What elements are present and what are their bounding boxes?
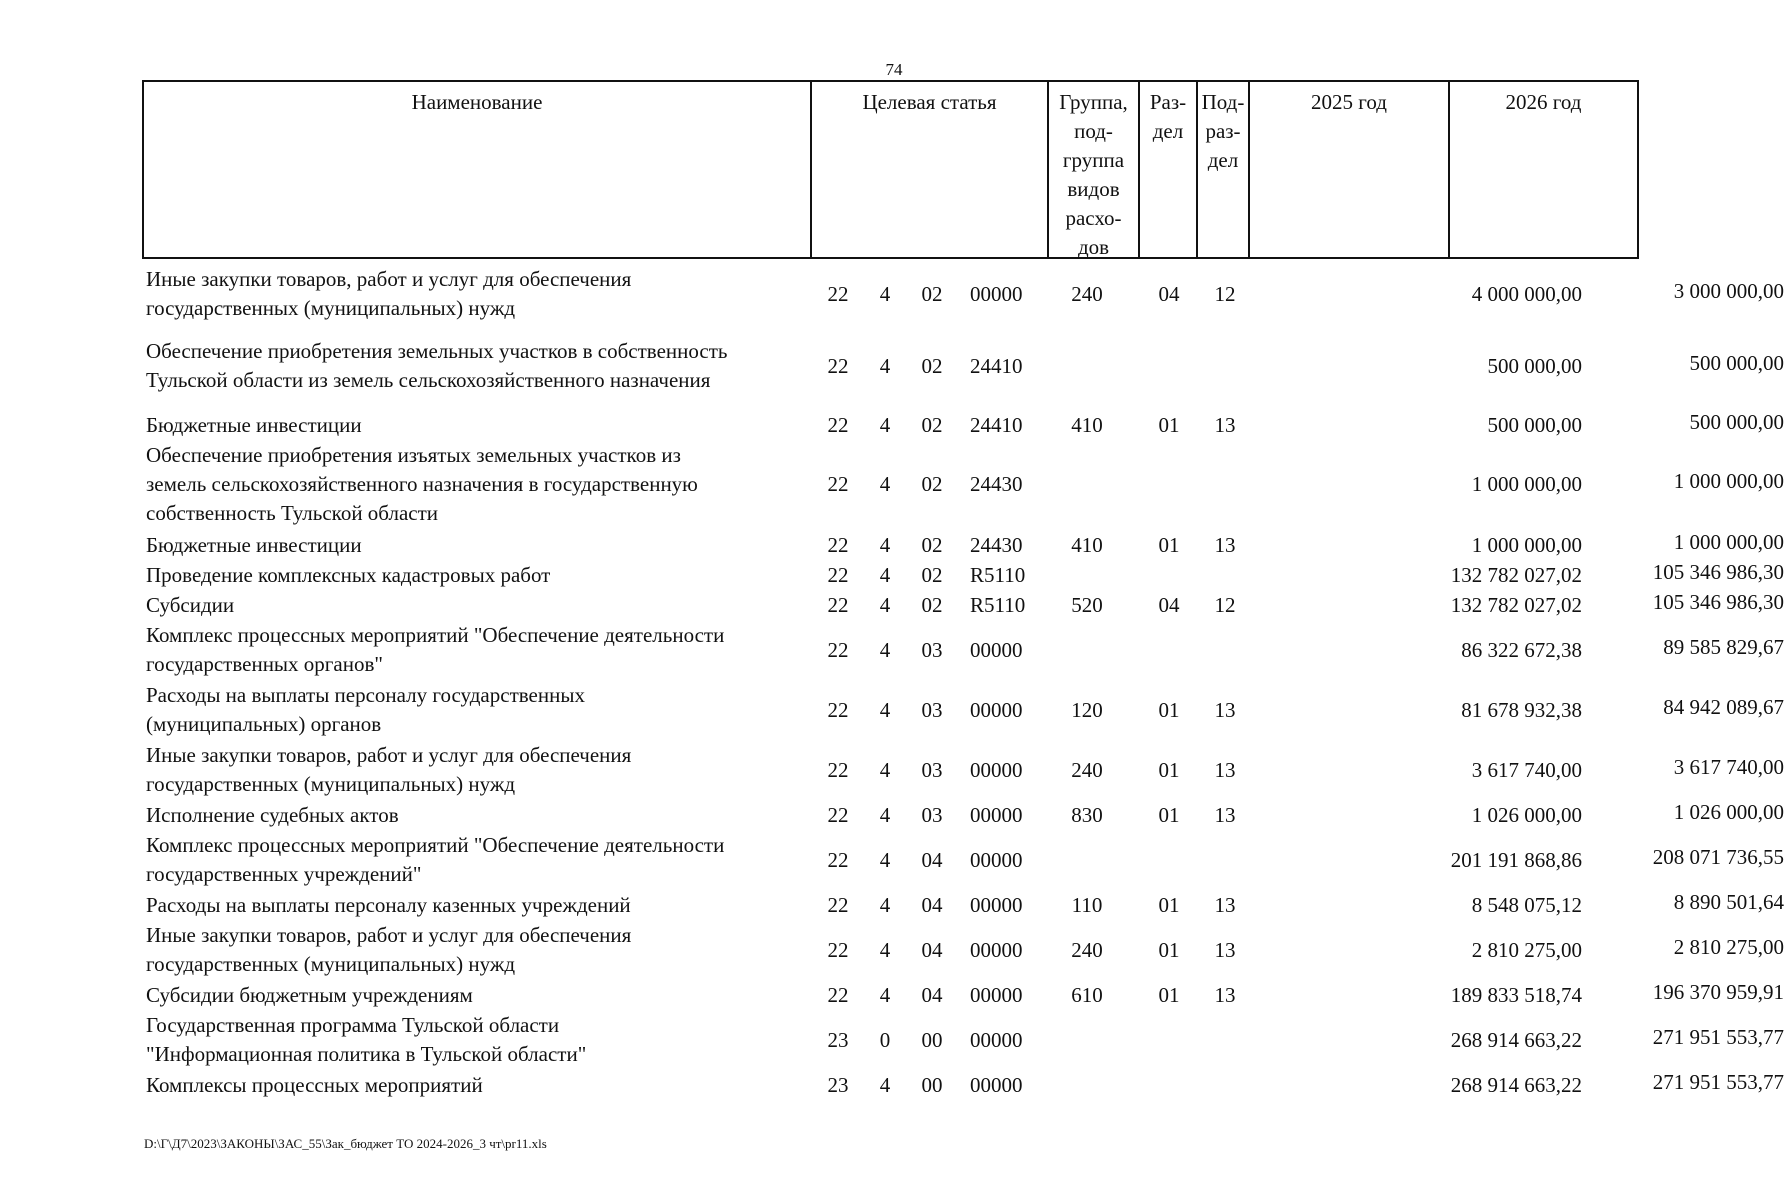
header-2025: 2025 год [1250, 82, 1450, 257]
header-podrazdel-line: Под- [1201, 90, 1245, 114]
subsection-code: 13 [1214, 532, 1236, 557]
target-code-type: 4 [879, 892, 891, 917]
amount-2025: 81 678 932,38 [1461, 697, 1582, 722]
target-code-type: 4 [879, 847, 891, 872]
target-code-direction: 00000 [970, 637, 1023, 662]
expense-group: 520 [1071, 592, 1103, 617]
table-row [142, 334, 1784, 398]
target-code-type: 4 [879, 697, 891, 722]
row-name [146, 890, 806, 920]
target-code-direction: 00000 [970, 892, 1023, 917]
target-code-section: 03 [921, 637, 943, 662]
row-name [146, 440, 806, 528]
target-code-direction: R5110 [970, 592, 1026, 617]
amount-2025: 132 782 027,02 [1450, 562, 1582, 587]
header-2026: 2026 год [1505, 90, 1582, 114]
subsection-code: 12 [1214, 592, 1236, 617]
header-podrazdel [1198, 82, 1250, 257]
row-name-line: Субсидии [146, 592, 235, 617]
target-code-type: 4 [879, 412, 891, 437]
target-code-program: 22 [827, 697, 849, 722]
page-number: 74 [885, 60, 903, 79]
target-code-program: 22 [827, 637, 849, 662]
amount-2026: 208 071 736,55 [1652, 844, 1784, 869]
amount-2026: 500 000,00 [1689, 350, 1784, 375]
amount-2025: 268 914 663,22 [1450, 1027, 1582, 1052]
amount-2025: 201 191 868,86 [1450, 847, 1582, 872]
table-row [142, 740, 1784, 800]
target-code-section: 02 [921, 562, 943, 587]
amount-2026: 8 890 501,64 [1673, 889, 1784, 914]
amount-2025: 3 617 740,00 [1471, 757, 1582, 782]
target-code-section: 02 [921, 412, 943, 437]
target-code-type: 4 [879, 471, 891, 496]
amount-2026: 84 942 089,67 [1663, 694, 1784, 719]
target-code-program: 22 [827, 412, 849, 437]
target-code-section: 04 [921, 937, 943, 962]
expense-group [1062, 1010, 1112, 1070]
expense-group: 410 [1071, 412, 1103, 437]
expense-group [1062, 830, 1112, 890]
row-name [146, 740, 806, 800]
expense-group [1062, 620, 1112, 680]
section-code [1144, 1010, 1194, 1070]
row-name-line: Бюджетные инвестиции [146, 412, 362, 437]
target-code-program: 22 [827, 281, 849, 306]
table-row [142, 920, 1784, 980]
row-name [146, 830, 806, 890]
subsection-code [1200, 560, 1250, 590]
subsection-code [1200, 334, 1250, 398]
target-code-section: 00 [921, 1072, 943, 1097]
row-name [146, 334, 806, 398]
table-row [142, 889, 1784, 920]
section-code [1144, 334, 1194, 398]
target-code-section: 02 [921, 532, 943, 557]
target-code-direction: 24430 [970, 471, 1023, 496]
header-group-line: Группа, [1059, 90, 1128, 114]
target-code-program: 23 [827, 1027, 849, 1052]
row-name [146, 590, 806, 620]
target-code-direction: 00000 [970, 937, 1023, 962]
amount-2026: 105 346 986,30 [1652, 589, 1784, 614]
target-code-direction: 00000 [970, 982, 1023, 1007]
row-name [146, 620, 806, 680]
section-code [1144, 620, 1194, 680]
target-code-type: 4 [879, 1072, 891, 1097]
table-row [142, 559, 1784, 590]
table-row [142, 440, 1784, 528]
header-group-line: группа [1062, 148, 1125, 172]
amount-2026: 1 000 000,00 [1673, 529, 1784, 554]
amount-2025: 1 000 000,00 [1471, 471, 1582, 496]
header-group-line: видов [1067, 177, 1120, 201]
target-code-direction: 00000 [970, 802, 1023, 827]
subsection-code: 13 [1214, 937, 1236, 962]
row-name-line: государственных (муниципальных) нужд [146, 772, 516, 796]
row-name-line: Расходы на выплаты персоналу государственных [146, 683, 585, 707]
subsection-code [1200, 830, 1250, 890]
expense-group [1062, 560, 1112, 590]
target-code-direction: 24410 [970, 353, 1023, 378]
expense-group: 240 [1071, 937, 1103, 962]
amount-2025: 86 322 672,38 [1461, 637, 1582, 662]
target-code-program: 22 [827, 353, 849, 378]
section-code [1144, 830, 1194, 890]
amount-2025: 268 914 663,22 [1450, 1072, 1582, 1097]
row-name-line: государственных органов" [146, 652, 383, 676]
amount-2026: 89 585 829,67 [1663, 634, 1784, 659]
subsection-code: 13 [1214, 892, 1236, 917]
subsection-code [1200, 1070, 1250, 1100]
target-code-program: 22 [827, 802, 849, 827]
section-code: 01 [1158, 412, 1180, 437]
table-row [142, 799, 1784, 830]
subsection-code: 13 [1214, 697, 1236, 722]
table-row [142, 979, 1784, 1010]
table-row [142, 620, 1784, 680]
expense-group [1062, 1070, 1112, 1100]
header-group [1049, 82, 1140, 257]
row-name-line: Обеспечение приобретения земельных участков в собственность [146, 339, 728, 363]
target-code-section: 02 [921, 471, 943, 496]
expense-group: 120 [1071, 697, 1103, 722]
row-name [146, 920, 806, 980]
amount-2025: 8 548 075,12 [1471, 892, 1582, 917]
expense-group: 240 [1071, 757, 1103, 782]
subsection-code: 12 [1214, 281, 1236, 306]
target-code-program: 22 [827, 892, 849, 917]
target-code-type: 4 [879, 982, 891, 1007]
target-code-section: 02 [921, 353, 943, 378]
header-razdel-line: дел [1152, 119, 1184, 143]
row-name-line: Иные закупки товаров, работ и услуг для обеспечения [146, 267, 632, 291]
expense-group [1062, 334, 1112, 398]
row-name [146, 1070, 806, 1100]
amount-2025: 132 782 027,02 [1450, 592, 1582, 617]
section-code: 04 [1158, 592, 1180, 617]
amount-2025: 4 000 000,00 [1471, 281, 1582, 306]
subsection-code [1200, 620, 1250, 680]
subsection-code: 13 [1214, 982, 1236, 1007]
table-row [142, 409, 1784, 440]
target-code-section: 02 [921, 592, 943, 617]
target-code-direction: R5110 [970, 562, 1026, 587]
table-row [142, 264, 1784, 324]
section-code: 01 [1158, 982, 1180, 1007]
subsection-code [1200, 1010, 1250, 1070]
row-name-line: собственность Тульской области [146, 500, 439, 525]
row-name-line: государственных (муниципальных) нужд [146, 952, 516, 976]
target-code-direction: 00000 [970, 847, 1023, 872]
row-name-line: Государственная программа Тульской области [146, 1013, 560, 1037]
row-name [146, 410, 806, 440]
amount-2025: 500 000,00 [1487, 412, 1582, 437]
target-code-section: 03 [921, 757, 943, 782]
table-row [142, 1069, 1784, 1100]
target-code-direction: 00000 [970, 697, 1023, 722]
table-row [142, 680, 1784, 740]
amount-2026: 3 617 740,00 [1673, 754, 1784, 779]
target-code-type: 4 [879, 637, 891, 662]
amount-2026: 196 370 959,91 [1652, 979, 1784, 1004]
row-name [146, 530, 806, 560]
row-name [146, 980, 806, 1010]
target-code-section: 03 [921, 697, 943, 722]
row-name [146, 800, 806, 830]
header-razdel-line: Раз- [1149, 90, 1187, 114]
target-code-program: 22 [827, 562, 849, 587]
target-code-program: 22 [827, 757, 849, 782]
header-podrazdel-line: раз- [1205, 119, 1241, 143]
target-code-direction: 00000 [970, 757, 1023, 782]
subsection-code: 13 [1214, 757, 1236, 782]
row-name [146, 264, 806, 324]
row-name [146, 680, 806, 740]
amount-2025: 1 000 000,00 [1471, 532, 1582, 557]
target-code-type: 4 [879, 592, 891, 617]
row-name-line: Бюджетные инвестиции [146, 532, 362, 557]
section-code [1144, 440, 1194, 528]
row-name-line: Комплекс процессных мероприятий "Обеспечение деятельности [146, 833, 725, 857]
section-code: 01 [1158, 532, 1180, 557]
section-code: 04 [1158, 281, 1180, 306]
header-podrazdel-line: дел [1207, 148, 1239, 172]
target-code-type: 4 [879, 802, 891, 827]
amount-2026: 105 346 986,30 [1652, 559, 1784, 584]
row-name-line: Исполнение судебных актов [146, 802, 399, 827]
header-razdel [1140, 82, 1198, 257]
target-code-section: 04 [921, 847, 943, 872]
subsection-code [1200, 440, 1250, 528]
header-target: Целевая статья [812, 82, 1049, 257]
target-code-program: 23 [827, 1072, 849, 1097]
subsection-code: 13 [1214, 412, 1236, 437]
amount-2025: 189 833 518,74 [1450, 982, 1582, 1007]
target-code-type: 4 [879, 757, 891, 782]
target-code-program: 22 [827, 532, 849, 557]
target-code-section: 03 [921, 802, 943, 827]
target-code-program: 22 [827, 847, 849, 872]
target-code-direction: 00000 [970, 1072, 1023, 1097]
table-row [142, 589, 1784, 620]
target-code-type: 4 [879, 353, 891, 378]
row-name-line: Тульской области из земель сельскохозяйственного назначения [146, 368, 711, 392]
row-name-line: Иные закупки товаров, работ и услуг для обеспечения [146, 923, 632, 947]
section-code: 01 [1158, 697, 1180, 722]
target-code-direction: 24430 [970, 532, 1023, 557]
target-code-type: 4 [879, 937, 891, 962]
file-path: D:\Г\Д7\2023\ЗАКОНЫ\ЗАС_55\Зак_бюджет ТО 2024-2026_3 чт\pr11.xls [144, 1136, 547, 1151]
amount-2026: 500 000,00 [1689, 409, 1784, 434]
expense-group [1062, 440, 1112, 528]
amount-2026: 1 000 000,00 [1673, 468, 1784, 493]
row-name-line: Комплексы процессных мероприятий [146, 1072, 483, 1097]
row-name-line: Иные закупки товаров, работ и услуг для обеспечения [146, 743, 632, 767]
target-code-section: 00 [921, 1027, 943, 1052]
target-code-program: 22 [827, 937, 849, 962]
amount-2026: 271 951 553,77 [1652, 1024, 1784, 1049]
header-group-line: дов [1077, 235, 1110, 259]
expense-group: 410 [1071, 532, 1103, 557]
row-name-line: "Информационная политика в Тульской области" [146, 1042, 587, 1066]
target-code-program: 22 [827, 471, 849, 496]
expense-group: 830 [1071, 802, 1103, 827]
expense-group: 610 [1071, 982, 1103, 1007]
target-code-type: 4 [879, 532, 891, 557]
row-name-line: государственных учреждений" [146, 862, 422, 886]
target-code-type: 4 [879, 562, 891, 587]
target-code-section: 04 [921, 982, 943, 1007]
target-code-type: 4 [879, 281, 891, 306]
amount-2025: 500 000,00 [1487, 353, 1582, 378]
section-code: 01 [1158, 757, 1180, 782]
expense-group: 240 [1071, 281, 1103, 306]
target-code-direction: 00000 [970, 281, 1023, 306]
target-code-program: 22 [827, 982, 849, 1007]
subsection-code: 13 [1214, 802, 1236, 827]
amount-2026: 1 026 000,00 [1673, 799, 1784, 824]
section-code: 01 [1158, 937, 1180, 962]
row-name-line: Субсидии бюджетным учреждениям [146, 982, 473, 1007]
section-code: 01 [1158, 892, 1180, 917]
target-code-program: 22 [827, 592, 849, 617]
target-code-type: 0 [879, 1027, 891, 1052]
amount-2026: 2 810 275,00 [1673, 934, 1784, 959]
row-name-line: земель сельскохозяйственного назначения в государственную [146, 471, 698, 496]
row-name-line: Проведение комплексных кадастровых работ [146, 562, 551, 587]
header-group-line: под- [1074, 119, 1113, 143]
row-name-line: Расходы на выплаты персоналу казенных учреждений [146, 892, 631, 917]
amount-2025: 2 810 275,00 [1471, 937, 1582, 962]
target-code-direction: 24410 [970, 412, 1023, 437]
target-code-direction: 00000 [970, 1027, 1023, 1052]
header-name: Наименование [144, 82, 812, 257]
table-row [142, 529, 1784, 560]
section-code [1144, 560, 1194, 590]
header-group-line: расхо- [1065, 206, 1122, 230]
target-code-section: 02 [921, 281, 943, 306]
table-row [142, 830, 1784, 890]
row-name [146, 1010, 806, 1070]
table-header [142, 80, 1639, 259]
target-code-section: 04 [921, 892, 943, 917]
row-name-line: государственных (муниципальных) нужд [146, 296, 516, 320]
row-name-line: Комплекс процессных мероприятий "Обеспечение деятельности [146, 623, 725, 647]
section-code [1144, 1070, 1194, 1100]
expense-group: 110 [1071, 892, 1103, 917]
amount-2026: 3 000 000,00 [1673, 278, 1784, 303]
amount-2025: 1 026 000,00 [1471, 802, 1582, 827]
table-row [142, 1010, 1784, 1070]
row-name-line: Обеспечение приобретения изъятых земельных участков из [146, 442, 681, 467]
amount-2026: 271 951 553,77 [1652, 1069, 1784, 1094]
row-name-line: (муниципальных) органов [146, 712, 382, 736]
row-name [146, 560, 806, 590]
section-code: 01 [1158, 802, 1180, 827]
